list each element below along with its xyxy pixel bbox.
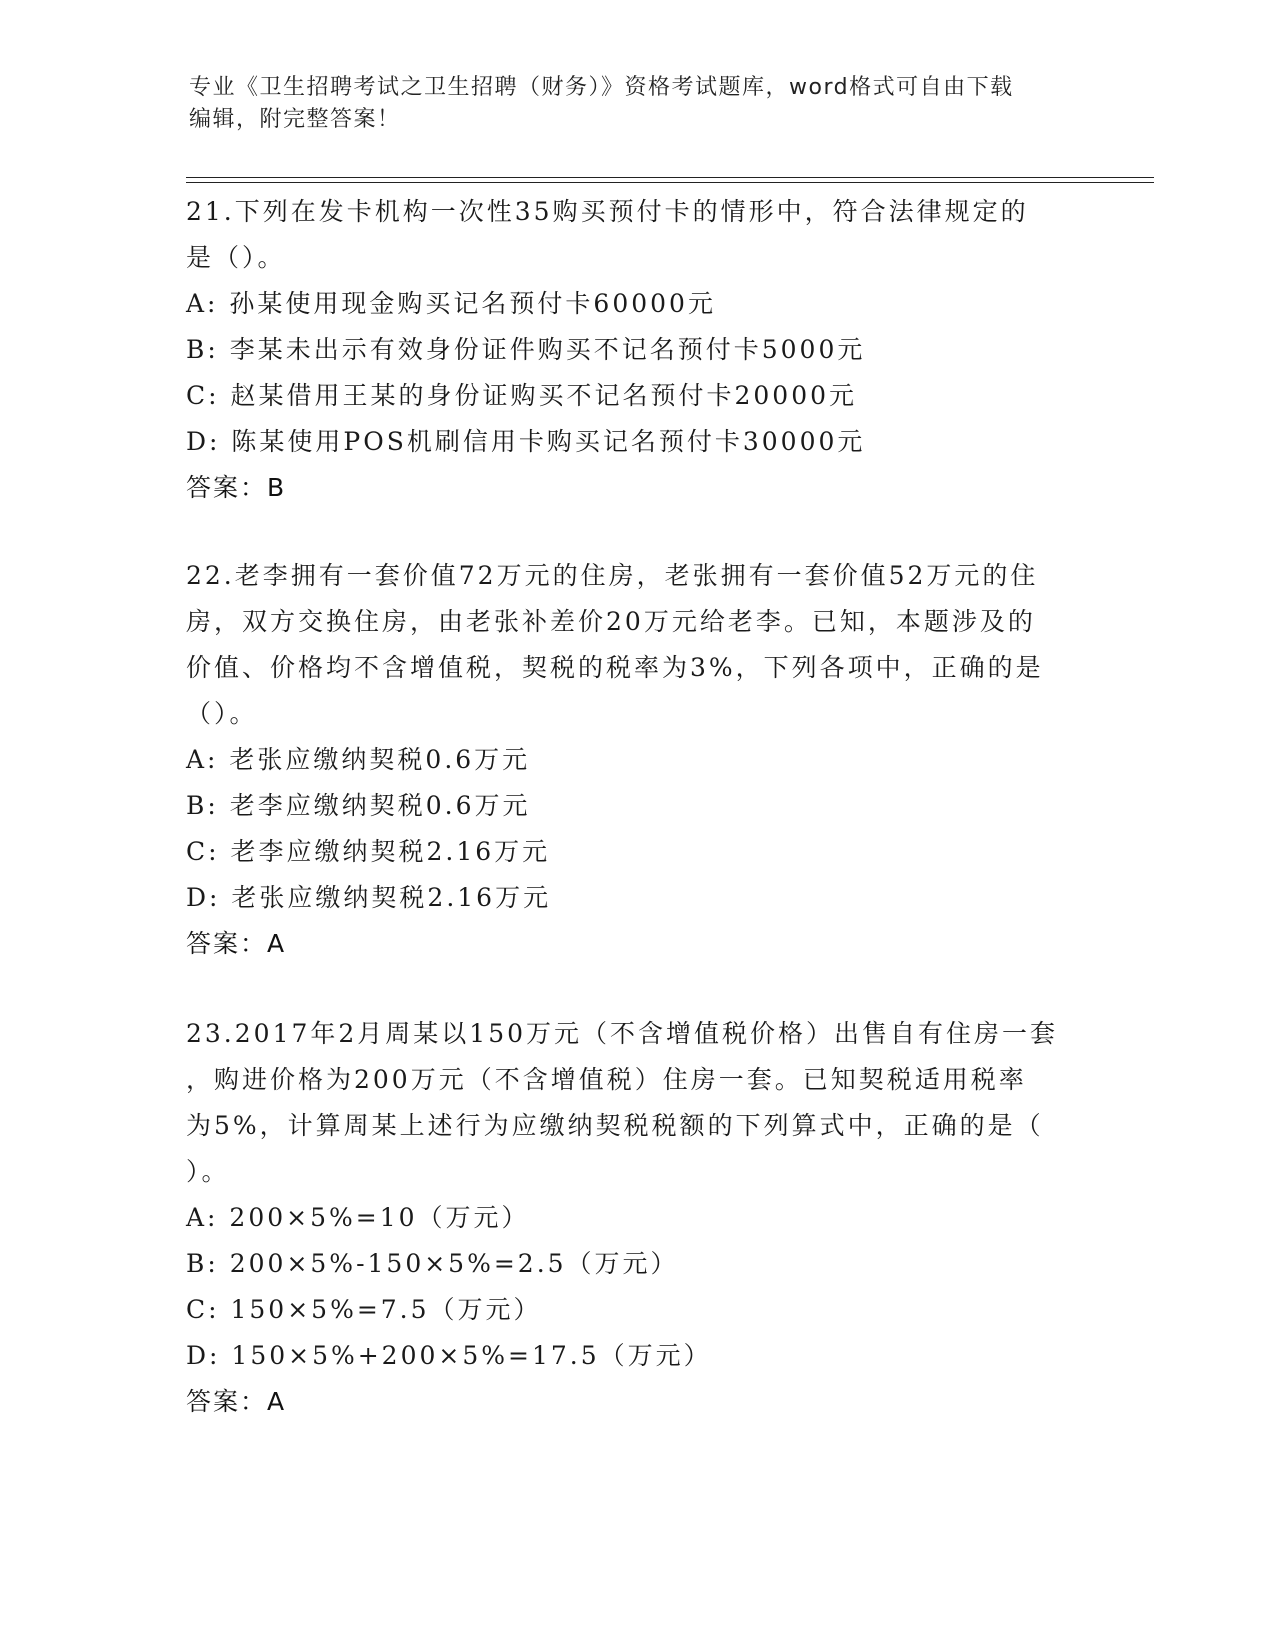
option-c: C: 老李应缴纳契税2.16万元 <box>186 837 551 866</box>
stem-line: 价值、价格均不含增值税，契税的税率为3%，下列各项中，正确的是 <box>186 653 1044 682</box>
header-line-1: 专业《卫生招聘考试之卫生招聘（财务）》资格考试题库，word格式可自由下载 <box>189 75 1014 100</box>
option-a: A: 200×5%=10（万元） <box>186 1203 530 1232</box>
answer-line: 答案：A <box>186 929 287 958</box>
question-22 <box>186 553 1086 967</box>
stem-line: 是（）。 <box>186 243 286 272</box>
answer-line: 答案：B <box>186 473 287 502</box>
option-d: D: 陈某使用POS机刷信用卡购买记名预付卡30000元 <box>186 427 866 456</box>
stem-line: 23.2017年2月周某以150万元（不含增值税价格）出售自有住房一套 <box>186 1019 1059 1048</box>
question-stem <box>186 189 1086 281</box>
header-line-2: 编辑，附完整答案！ <box>189 107 401 132</box>
stem-line: 房，双方交换住房，由老张补差价20万元给老李。已知，本题涉及的 <box>186 607 1036 636</box>
header-divider-top <box>186 177 1154 178</box>
option-d: D: 老张应缴纳契税2.16万元 <box>186 883 552 912</box>
option-a: A: 老张应缴纳契税0.6万元 <box>186 745 531 774</box>
stem-line: 22.老李拥有一套价值72万元的住房，老张拥有一套价值52万元的住 <box>186 561 1039 590</box>
document-header <box>189 72 1079 136</box>
option-b: B: 200×5%-150×5%=2.5（万元） <box>186 1249 679 1278</box>
question-23 <box>186 1011 1086 1425</box>
option-a: A: 孙某使用现金购买记名预付卡60000元 <box>186 289 716 318</box>
stem-line: 为5%，计算周某上述行为应缴纳契税税额的下列算式中，正确的是（ <box>186 1111 1044 1140</box>
question-stem <box>186 553 1086 737</box>
option-c: C: 赵某借用王某的身份证购买不记名预付卡20000元 <box>186 381 858 410</box>
option-b: B: 李某未出示有效身份证件购买不记名预付卡5000元 <box>186 335 866 364</box>
question-21 <box>186 189 1086 511</box>
option-c: C: 150×5%=7.5（万元） <box>186 1295 542 1324</box>
stem-line: （）。 <box>186 699 258 728</box>
stem-line: ，购进价格为200万元（不含增值税）住房一套。已知契税适用税率 <box>186 1065 1027 1094</box>
question-stem <box>186 1011 1086 1195</box>
stem-line: ）。 <box>186 1157 230 1186</box>
option-d: D: 150×5%+200×5%=17.5（万元） <box>186 1341 712 1370</box>
option-b: B: 老李应缴纳契税0.6万元 <box>186 791 531 820</box>
stem-line: 21.下列在发卡机构一次性35购买预付卡的情形中，符合法律规定的 <box>186 197 1029 226</box>
header-divider-bottom <box>186 182 1154 183</box>
answer-line: 答案：A <box>186 1387 287 1416</box>
